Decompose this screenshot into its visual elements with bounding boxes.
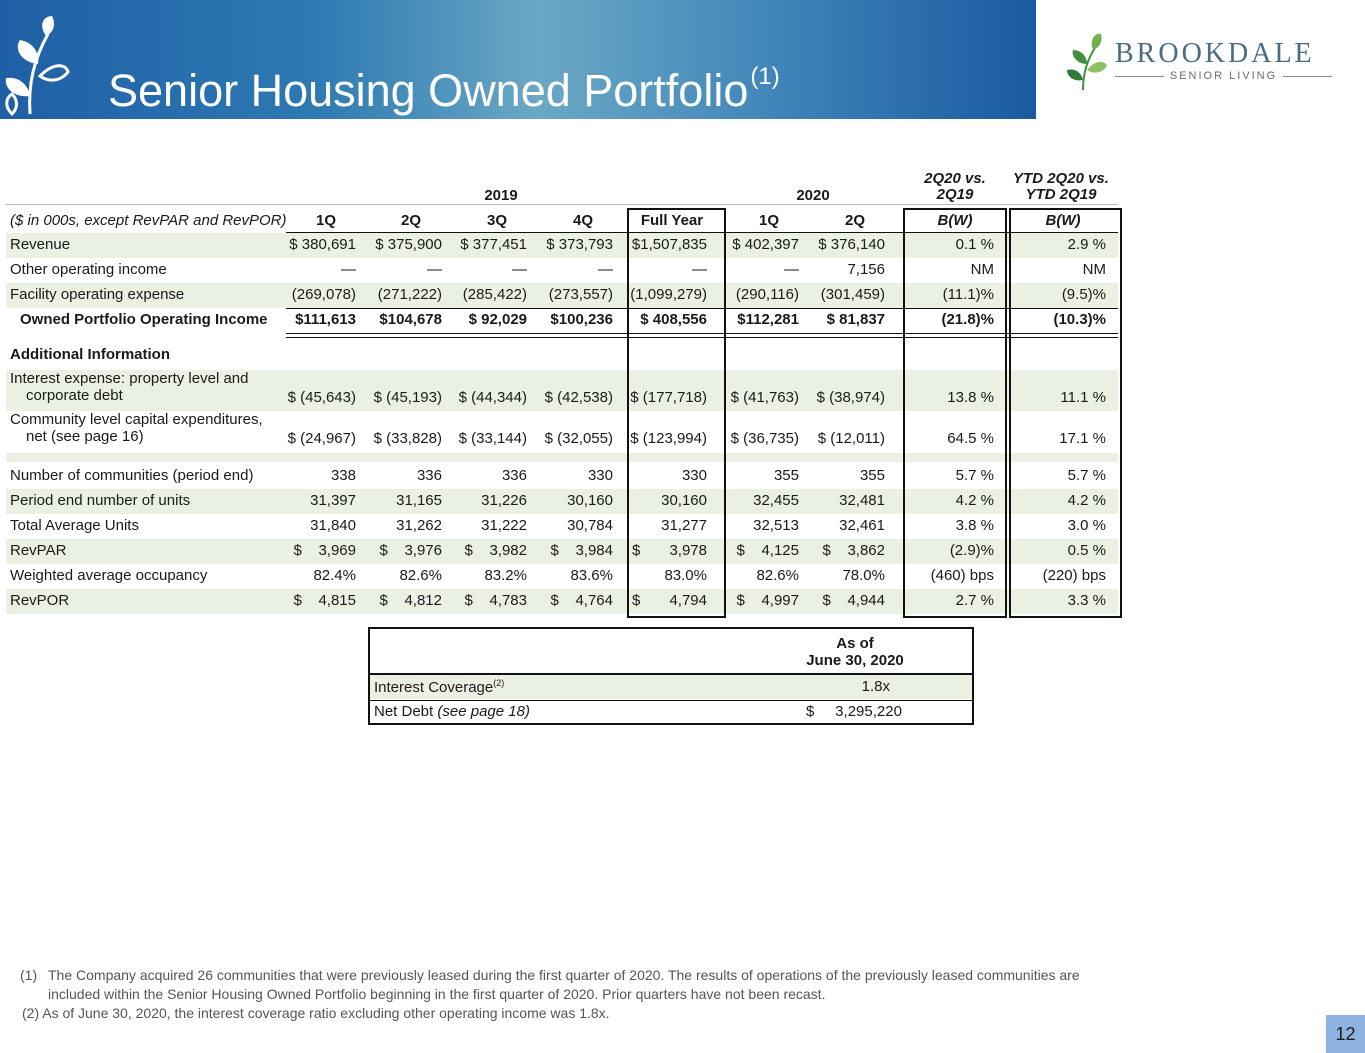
- row-value: 2.9 %: [1067, 236, 1106, 253]
- row-value: $ 3,976: [379, 542, 442, 559]
- row-value: $ (45,643): [287, 389, 356, 406]
- row-value: $ (24,967): [287, 430, 356, 447]
- row-value: (285,422): [462, 286, 527, 303]
- row-value: (1,099,279): [630, 286, 707, 303]
- row-value: $ 4,125: [736, 542, 799, 559]
- row-value: 11.1 %: [1060, 389, 1106, 406]
- footnotes: [20, 966, 1220, 1023]
- row-value: 0.5 %: [1067, 542, 1106, 559]
- row-value: $ 408,556: [640, 311, 707, 328]
- column-box: [627, 208, 726, 618]
- coverage-date-header: As of June 30, 2020: [806, 635, 904, 669]
- row-value: (273,557): [548, 286, 613, 303]
- row-label-line1: Community level capital expenditures,: [10, 411, 263, 428]
- row-value: NM: [1082, 261, 1106, 278]
- row-value: 2.7 %: [955, 592, 994, 609]
- interest-coverage-value: 1.8x: [861, 678, 890, 695]
- row-label: RevPOR: [10, 592, 70, 609]
- row-label: Number of communities (period end): [10, 467, 254, 484]
- leaf-sprig-icon: [0, 14, 80, 119]
- coverage-row-interest: [370, 675, 972, 699]
- row-value: 32,513: [753, 517, 799, 534]
- row-label: Weighted average occupancy: [10, 567, 208, 584]
- row-value: 31,840: [310, 517, 356, 534]
- row-value: 3.8 %: [955, 517, 994, 534]
- row-value: (290,116): [735, 286, 799, 303]
- footnote-1: (1) The Company acquired 26 communities that were previously leased during the first quarter of 2020. The results of operations of the previously leased communities are included within the Senior Housing Owned Portfolio beginning in the first quarter of 2020. Prior quarters have not been recast.: [20, 967, 1080, 1002]
- row-value: 83.0%: [664, 567, 707, 584]
- row-value: $ 4,815: [293, 592, 356, 609]
- row-value: 3.3 %: [1067, 592, 1106, 609]
- leaf-logo-icon: [1065, 30, 1107, 92]
- row-value: 82.6%: [756, 567, 799, 584]
- row-value: 30,160: [567, 492, 613, 509]
- variance-quarter-line1: 2Q20 vs.: [924, 170, 986, 187]
- row-value: $ 3,978: [631, 542, 707, 559]
- row-value: $ (38,974): [816, 389, 885, 406]
- row-value: 64.5 %: [947, 430, 994, 447]
- row-value: —: [784, 261, 799, 278]
- row-label: Facility operating expense: [10, 286, 185, 303]
- row-value: (11.1)%: [942, 286, 994, 303]
- row-value: $ 3,969: [293, 542, 356, 559]
- row-value: $ (33,144): [458, 430, 527, 447]
- row-value: 5.7 %: [1067, 467, 1106, 484]
- footnote-2: (2) As of June 30, 2020, the interest coverage ratio excluding other operating income was 1.8x.: [22, 1005, 610, 1021]
- row-value: $ 4,812: [379, 592, 442, 609]
- row-value: 3.0 %: [1067, 517, 1106, 534]
- row-value: $ 402,397: [732, 236, 799, 253]
- brookdale-logo: [1060, 28, 1340, 92]
- header-year-2020: 2020: [796, 187, 830, 204]
- row-value: 31,165: [396, 492, 442, 509]
- page-title: Senior Housing Owned Portfolio$^{(1)}$: [108, 63, 780, 116]
- row-value: 7,156: [847, 261, 885, 278]
- logo-tagline: SENIOR LIVING: [1115, 70, 1332, 82]
- row-value: $ (33,828): [373, 430, 442, 447]
- column-box: [1009, 208, 1122, 618]
- row-value: 32,461: [839, 517, 885, 534]
- row-value: $ 4,997: [736, 592, 799, 609]
- column-header: 1Q: [758, 212, 779, 229]
- row-label: RevPAR: [10, 542, 67, 559]
- row-value: $ (32,055): [544, 430, 613, 447]
- row-value: $ (123,994): [630, 430, 707, 447]
- row-label-line1: Interest expense: property level and: [10, 370, 249, 387]
- net-debt-label: Net Debt (see page 18): [374, 703, 530, 720]
- row-value: —: [341, 261, 356, 278]
- header-variance-quarter: [906, 171, 1004, 203]
- variance-ytd-line1: YTD 2Q20 vs.: [1013, 170, 1109, 187]
- row-value: $112,281: [737, 311, 799, 328]
- row-value: 82.6%: [399, 567, 442, 584]
- row-value: 32,455: [753, 492, 799, 509]
- row-value: $ 4,794: [631, 592, 707, 609]
- row-value: (220) bps: [1042, 567, 1106, 584]
- column-header: B(W): [1045, 212, 1081, 229]
- row-value: —: [692, 261, 707, 278]
- row-label-line2: corporate debt: [26, 387, 123, 404]
- column-header: 4Q: [572, 212, 593, 229]
- row-label: Total Average Units: [10, 517, 139, 534]
- row-value: $ 81,837: [826, 311, 885, 328]
- row-value: $111,613: [295, 311, 356, 328]
- row-value: 13.8 %: [947, 389, 994, 406]
- row-value: 17.1 %: [1059, 430, 1106, 447]
- row-value: 336: [501, 467, 527, 484]
- units-note: ($ in 000s, except RevPAR and RevPOR): [10, 212, 287, 229]
- interest-coverage-label: Interest Coverage$^{(2)}$: [374, 678, 505, 696]
- row-value: 31,226: [481, 492, 527, 509]
- row-value: 78.0%: [842, 567, 885, 584]
- row-value: $ 3,862: [822, 542, 885, 559]
- row-value: $ 373,793: [546, 236, 613, 253]
- column-header: B(W): [937, 212, 973, 229]
- row-value: 83.2%: [484, 567, 527, 584]
- row-value: 83.6%: [570, 567, 613, 584]
- row-value: $ (36,735): [730, 430, 799, 447]
- row-value: $ 92,029: [468, 311, 527, 328]
- header-variance-ytd: [1006, 171, 1116, 203]
- page-number: 12: [1326, 1015, 1365, 1053]
- row-label: Revenue: [10, 236, 71, 253]
- row-value: —: [598, 261, 613, 278]
- row-label-two-line: [10, 370, 248, 404]
- row-value: $ 3,982: [464, 542, 527, 559]
- row-value: $100,236: [550, 311, 613, 328]
- row-value: $ (44,344): [458, 389, 527, 406]
- row-value: $ 375,900: [375, 236, 442, 253]
- row-value: $ 376,140: [818, 236, 885, 253]
- row-value: (271,222): [377, 286, 442, 303]
- row-value: 355: [859, 467, 885, 484]
- row-label-line2: net (see page 16): [26, 428, 144, 445]
- row-label-two-line: [10, 411, 263, 445]
- variance-quarter-line2: 2Q19: [936, 186, 974, 203]
- column-header: 2Q: [400, 212, 421, 229]
- header-year-2019: 2019: [484, 187, 518, 204]
- row-value: 330: [587, 467, 613, 484]
- row-value: —: [512, 261, 527, 278]
- row-value: 4.2 %: [955, 492, 994, 509]
- row-value: $ (45,193): [373, 389, 442, 406]
- row-value: 31,262: [396, 517, 442, 534]
- row-value: 31,277: [661, 517, 707, 534]
- row-value: (10.3)%: [1053, 311, 1106, 328]
- row-value: $ 4,764: [550, 592, 613, 609]
- row-value: 30,160: [661, 492, 707, 509]
- row-value: $ 377,451: [460, 236, 527, 253]
- row-value: (21.8)%: [941, 311, 994, 328]
- title-footnote-ref: (1): [750, 63, 780, 90]
- row-value: (269,078): [291, 286, 356, 303]
- row-label: Other operating income: [10, 261, 167, 278]
- coverage-table: [368, 627, 974, 725]
- row-label: Owned Portfolio Operating Income: [20, 311, 268, 328]
- row-value: 31,397: [310, 492, 356, 509]
- row-value: 5.7 %: [955, 467, 994, 484]
- row-value: 330: [681, 467, 707, 484]
- row-value: (9.5)%: [1061, 286, 1106, 303]
- row-value: (460) bps: [930, 567, 994, 584]
- row-value: $ 3,984: [550, 542, 613, 559]
- title-banner: [0, 0, 1036, 119]
- row-value: (2.9)%: [949, 542, 994, 559]
- row-value: $ (42,538): [544, 389, 613, 406]
- additional-info-heading: Additional Information: [10, 346, 170, 363]
- logo-wordmark: BROOKDALE: [1115, 38, 1315, 69]
- variance-ytd-line2: YTD 2Q19: [1025, 186, 1097, 203]
- column-header: Full Year: [640, 212, 704, 229]
- row-value: $ (41,763): [730, 389, 799, 406]
- row-value: 338: [330, 467, 356, 484]
- row-value: 336: [416, 467, 442, 484]
- row-value: $ 380,691: [289, 236, 356, 253]
- row-value: 0.1 %: [955, 236, 994, 253]
- row-value: 30,784: [567, 517, 613, 534]
- row-value: 31,222: [481, 517, 527, 534]
- row-value: $ (12,011): [817, 430, 885, 447]
- row-value: $ 4,783: [464, 592, 527, 609]
- row-value: $ 4,944: [822, 592, 885, 609]
- row-value: —: [427, 261, 442, 278]
- column-header: 3Q: [486, 212, 507, 229]
- row-value: $ (177,718): [630, 389, 707, 406]
- row-value: 32,481: [839, 492, 885, 509]
- row-value: (301,459): [820, 286, 885, 303]
- net-debt-value: $ 3,295,220: [806, 703, 902, 720]
- row-value: 82.4%: [313, 567, 356, 584]
- row-value: 355: [773, 467, 799, 484]
- row-value: $1,507,835: [631, 236, 707, 253]
- row-label: Period end number of units: [10, 492, 191, 509]
- row-value: NM: [970, 261, 994, 278]
- row-value: 4.2 %: [1067, 492, 1106, 509]
- coverage-row-net-debt: [370, 701, 972, 723]
- row-value: $104,678: [379, 311, 442, 328]
- coverage-header: [370, 629, 972, 675]
- column-box: [903, 208, 1007, 618]
- column-header: 2Q: [844, 212, 865, 229]
- column-header: 1Q: [315, 212, 336, 229]
